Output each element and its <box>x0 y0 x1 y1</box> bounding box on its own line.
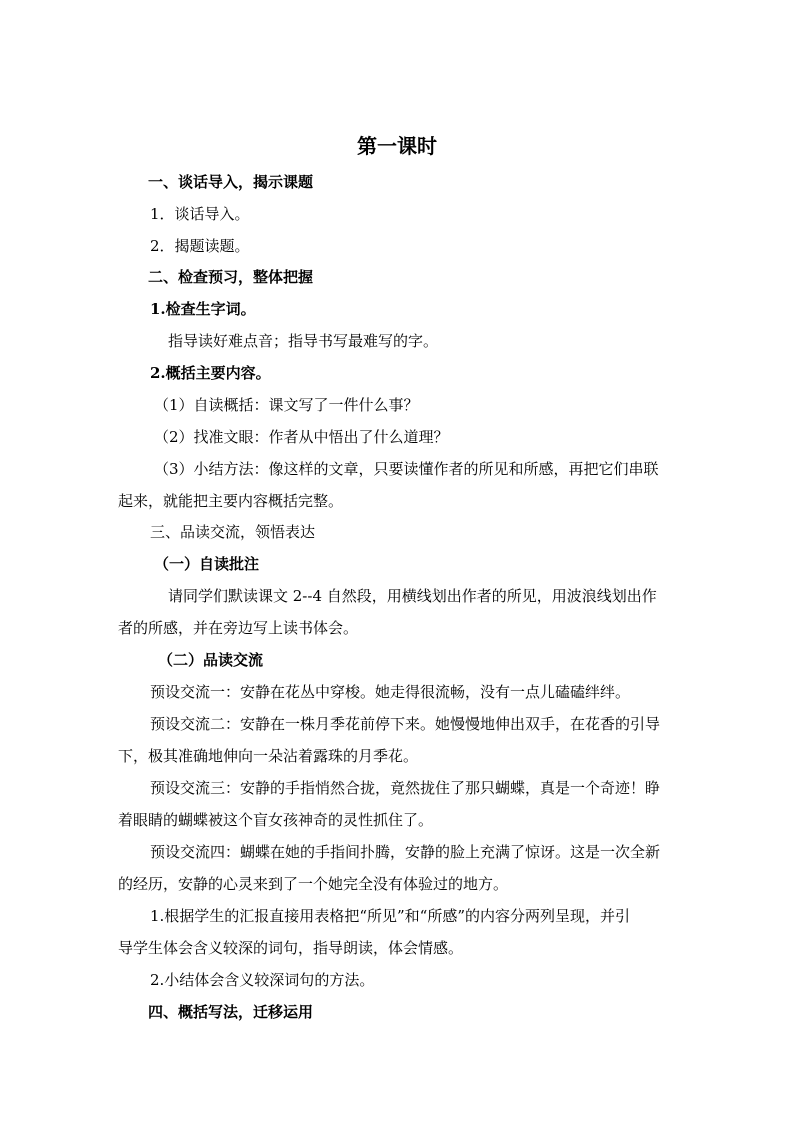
section-2-heading: 二、检查预习，整体把握 <box>148 268 314 286</box>
section-3-sub-1: （一）自读批注 <box>154 555 260 573</box>
section-3-paragraph-2-line-2: 下，极其准确地伸向一朵沾着露珠的月季花。 <box>118 747 419 765</box>
section-3-paragraph-3-line-2: 着眼睛的蝴蝶被这个盲女孩神奇的灵性抓住了。 <box>118 811 434 829</box>
section-2-question-1: （1）自读概括：课文写了一件什么事？ <box>154 396 419 414</box>
section-3-heading: 三、品读交流，领悟表达 <box>150 523 316 541</box>
section-2-sub-1: 1.检查生字词。 <box>150 300 256 318</box>
section-3-paragraph-4-line-2: 的经历，安静的心灵来到了一个她完全没有体验过的地方。 <box>118 875 509 893</box>
section-3-note-2: 2.小结体会含义较深词句的方法。 <box>150 971 375 989</box>
section-3-paragraph-2-line-1: 预设交流二：安静在一株月季花前停下来。她慢慢地伸出双手，在花香的引导 <box>150 715 661 733</box>
section-3-note-1-line-1: 1.根据学生的汇报直接用表格把“所见”和“所感”的内容分两列呈现，并引 <box>150 907 630 925</box>
section-3-paragraph-4-line-1: 预设交流四：蝴蝶在她的手指间扑腾，安静的脸上充满了惊讶。这是一次全新 <box>150 843 661 861</box>
section-3-paragraph-1: 预设交流一：安静在花丛中穿梭。她走得很流畅，没有一点儿磕磕绊绊。 <box>150 683 631 701</box>
section-2-question-3-line-2: 起来，就能把主要内容概括完整。 <box>118 492 344 510</box>
section-3-sub-1-line-1: 请同学们默读课文 2--4 自然段，用横线划出作者的所见，用波浪线划出作 <box>168 587 657 605</box>
section-3-sub-2: （二）品读交流 <box>158 651 264 669</box>
section-4-heading: 四、概括写法，迁移运用 <box>148 1003 314 1021</box>
section-3-sub-1-line-2: 者的所感，并在旁边写上读书体会。 <box>118 619 359 637</box>
section-2-sub-2: 2.概括主要内容。 <box>150 364 271 382</box>
section-3-paragraph-3-line-1: 预设交流三：安静的手指悄然合拢，竟然拢住了那只蝴蝶，真是一个奇迹！睁 <box>150 779 661 797</box>
section-2-question-3-line-1: （3）小结方法：像这样的文章，只要读懂作者的所见和所感，再把它们串联 <box>154 460 659 478</box>
section-1-item-2: 2．揭题读题。 <box>150 237 250 255</box>
page-title: 第一课时 <box>357 134 437 158</box>
section-1-heading: 一、谈话导入，揭示课题 <box>148 173 314 191</box>
section-3-note-1-line-2: 导学生体会含义较深的词句，指导朗读，体会情感。 <box>118 939 464 957</box>
section-1-item-1: 1．谈话导入。 <box>150 205 250 223</box>
section-2-sub-1-text: 指导读好难点音；指导书写最难写的字。 <box>168 332 439 350</box>
section-2-question-2: （2）找准文眼：作者从中悟出了什么道理？ <box>154 428 449 446</box>
